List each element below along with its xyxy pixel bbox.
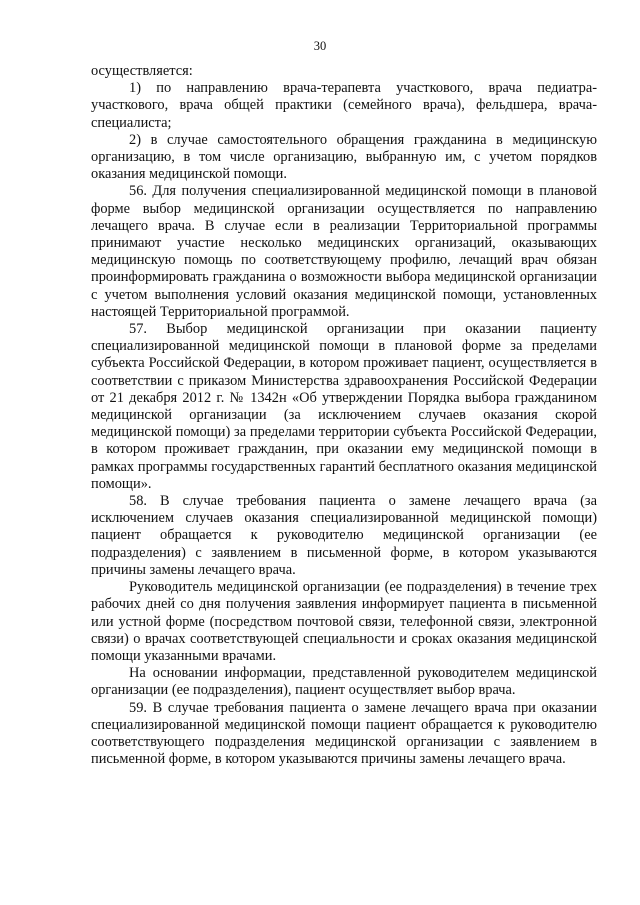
paragraph-intro: осуществляется:: [91, 63, 193, 79]
paragraph-58-choice: На основании информации, представленной руководителем медицинской организации (ее подразделения), пациент осуществляет выбор врача.: [91, 665, 597, 699]
paragraph-59: 59. В случае требования пациента о замене лечащего врача при оказании специализированной медицинской помощи пациент обращается к руководителю соответствующего подразделения медицинской организации с заявлением в письменной форме, в котором указываются причины замены лечащего врача.: [91, 699, 597, 768]
document-body: [91, 63, 597, 768]
paragraph-57: 57. Выбор медицинской организации при оказании пациенту специализированной медицинской помощи в плановой форме за пределами субъекта Российской Федерации, в котором проживает пациент, осуществляется в соответствии с приказом Министерства здравоохранения Российской Федерации от 21 декабря 2012 г. № 1342н «Об утверждении Порядка выбора гражданином медицинской организации (за исключением случаев оказания скорой медицинской помощи) за пределами территории субъекта Российской Федерации, в котором проживает гражданин, при оказании ему медицинской помощи в рамках программы государственных гарантий бесплатного оказания медицинской помощи».: [91, 321, 597, 492]
paragraph-56: 56. Для получения специализированной медицинской помощи в плановой форме выбор медицинской организации осуществляется по направлению лечащего врача. В случае если в реализации Территориальной программы принимают участие несколько медицинских организаций, оказывающих медицинскую помощь по соответствующему профилю, лечащий врач обязан проинформировать гражданина о возможности выбора медицинской организации с учетом выполнения условий оказания медицинской помощи, установленных настоящей Территориальной программой.: [91, 183, 597, 320]
paragraph-item-2: 2) в случае самостоятельного обращения гражданина в медицинскую организацию, в том числе организацию, выбранную им, с учетом порядков оказания медицинской помощи.: [91, 131, 597, 183]
page-number: 30: [313, 39, 327, 53]
paragraph-58-head: Руководитель медицинской организации (ее подразделения) в течение трех рабочих дней со дня получения заявления информирует пациента в письменной или устной форме (посредством почтовой связи, телефонной связи, электронной связи) о врачах соответствующей специальности и сроках оказания медицинской помощи указанными врачами.: [91, 579, 597, 664]
paragraph-58: 58. В случае требования пациента о замене лечащего врача (за исключением случаев оказания специализированной медицинской помощи) пациент обращается к руководителю медицинской организации (ее подразделения) с заявлением в письменной форме, в котором указываются причины замены лечащего врача.: [91, 493, 597, 578]
paragraph-item-1: 1) по направлению врача-терапевта участкового, врача педиатра-участкового, врача общей практики (семейного врача), фельдшера, врача-специалиста;: [91, 80, 597, 131]
